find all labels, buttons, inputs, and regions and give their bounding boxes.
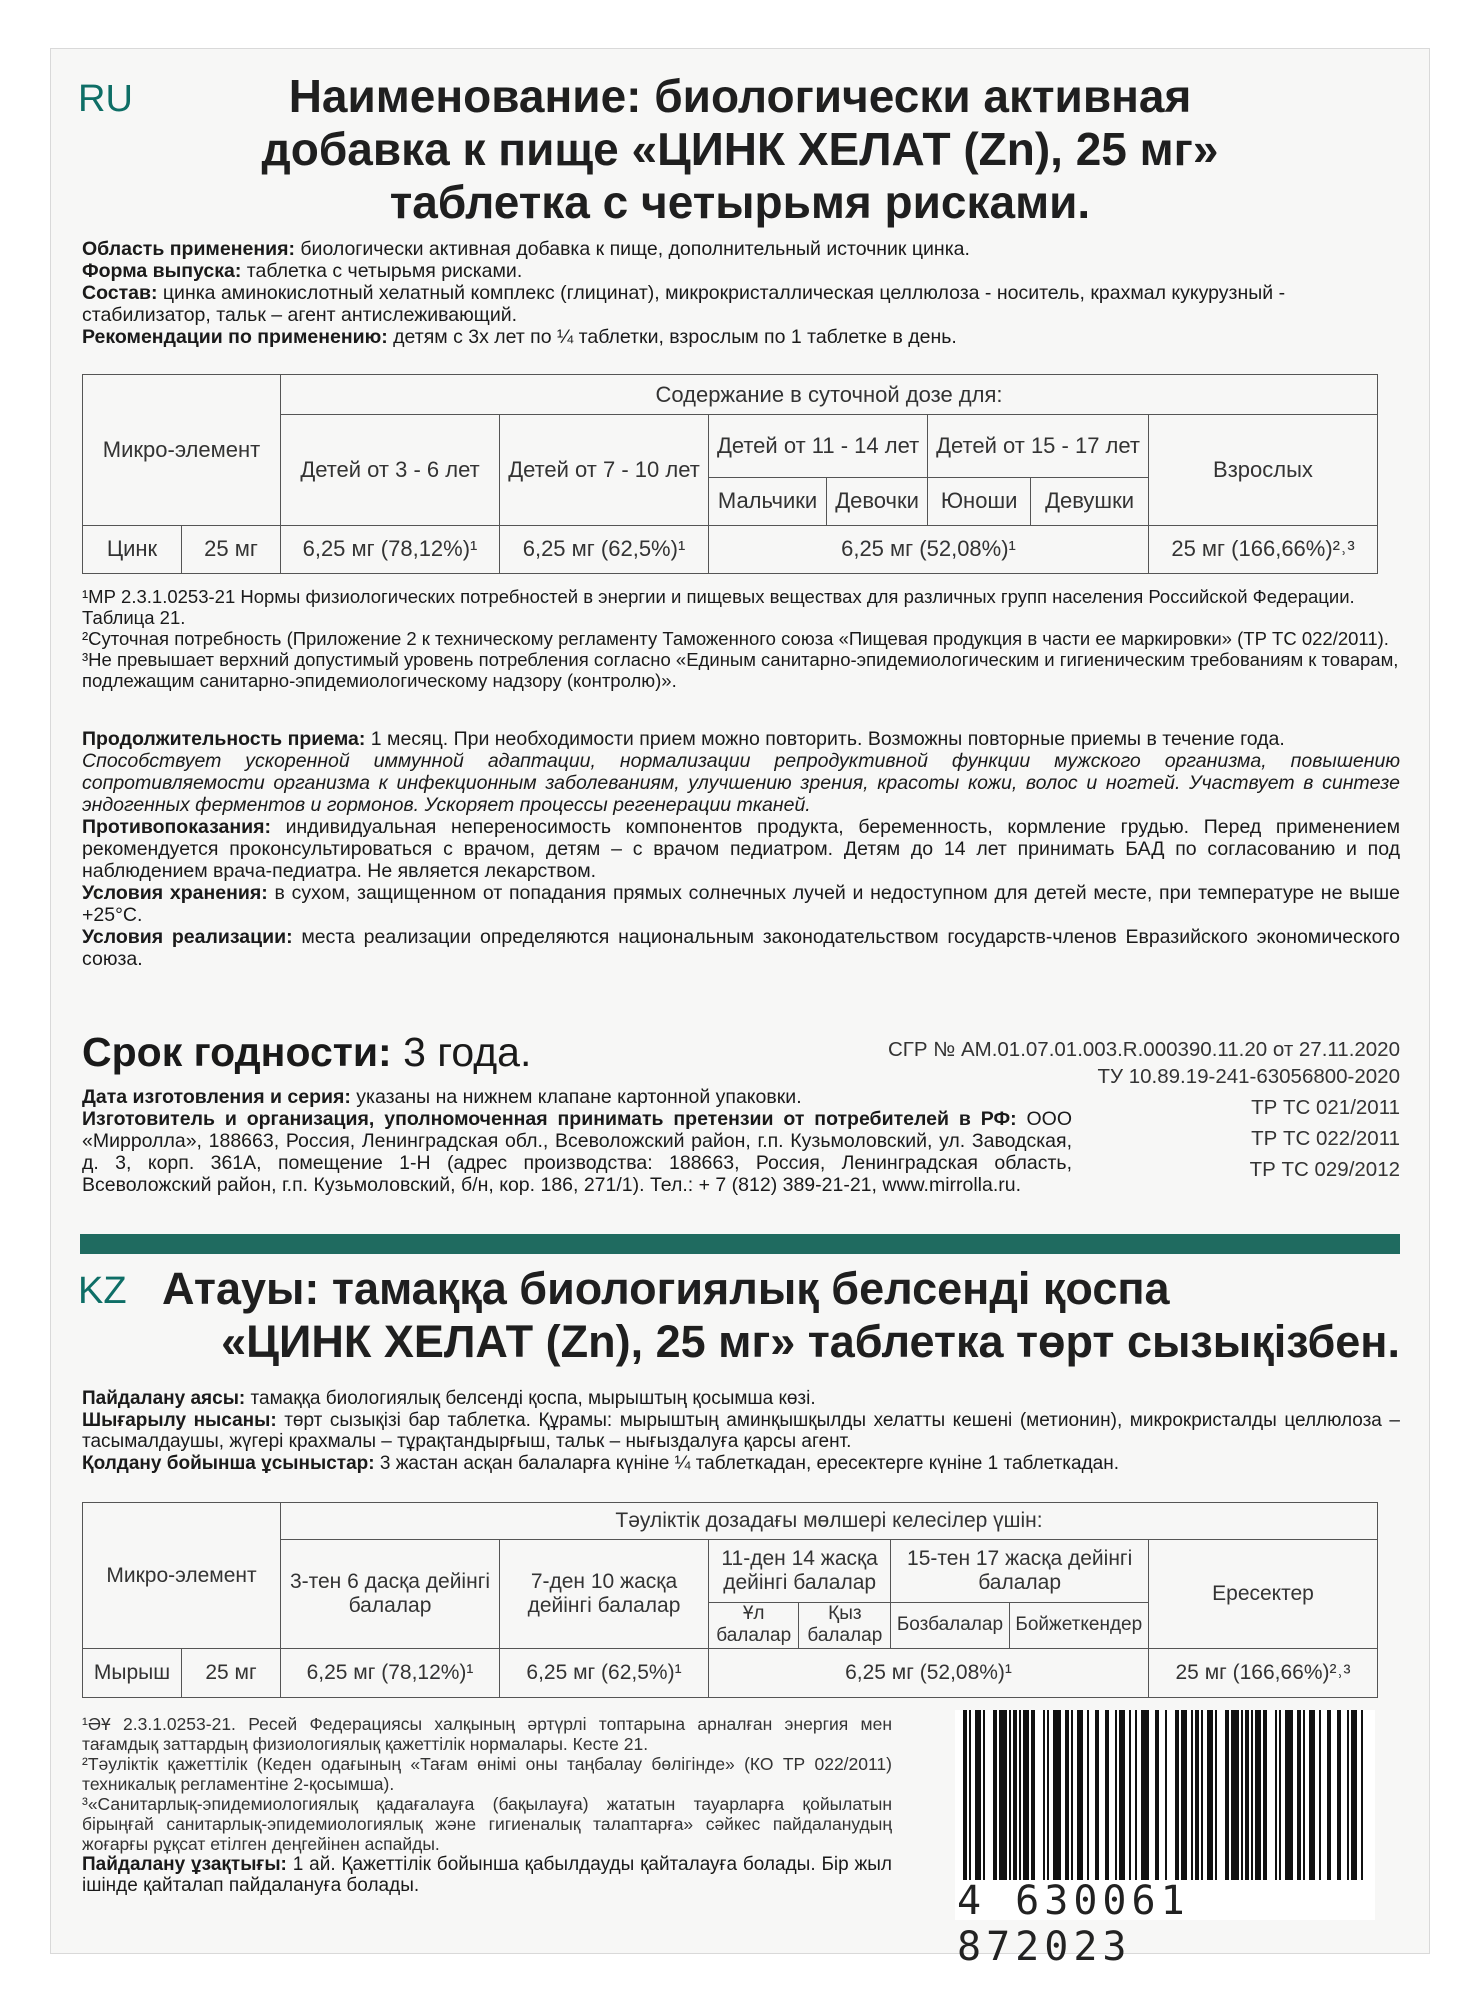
- ru-footnotes: [82, 586, 1400, 691]
- kz-th-c4: 15-тен 17 жасқа дейінгі балалар: [891, 1539, 1149, 1602]
- kz-use: Пайдалану аясы: тамаққа биологиялық белсенді қоспа, мырыштың қосымша көзі.: [82, 1388, 816, 1409]
- ru-row-c3: 6,25 мг (52,08%)¹: [709, 525, 1149, 573]
- ru-row-adults: 25 мг (166,66%)²˒³: [1149, 525, 1378, 573]
- kz-th-girls: Қыз балалар: [799, 1602, 891, 1649]
- kz-recommendations: Қолдану бойынша ұсыныстар: 3 жастан асқан балаларға күніне ¼ таблеткадан, ересектерге күніне 1 таблеткадан.: [82, 1452, 1120, 1474]
- kz-row-adults: 25 мг (166,66%)²˒³: [1149, 1649, 1378, 1698]
- barcode-bars: [955, 1710, 1375, 1880]
- kz-intro: [82, 1388, 1400, 1474]
- ru-th-adults: Взрослых: [1149, 415, 1378, 526]
- ru-storage: Условия хранения: в сухом, защищенном от попадания прямых солнечных лучей и недоступном для детей месте, при температуре не выше +25°С.: [82, 882, 1401, 926]
- kz-title: [90, 1262, 1400, 1368]
- kz-row-name: Мырыш: [83, 1649, 182, 1698]
- ru-th-c4: Детей от 15 - 17 лет: [928, 415, 1149, 477]
- lang-kz: KZ: [78, 1270, 127, 1312]
- kz-dose-table: [82, 1502, 1378, 1698]
- ru-row-dose: 25 мг: [182, 525, 281, 573]
- kz-row-c2: 6,25 мг (62,5%)¹: [500, 1649, 709, 1698]
- kz-duration: Пайдалану ұзақтығы: 1 ай. Қажеттілік бойынша қабылдауды қайталауға болады. Бір жыл ішінде қайталап пайдалануға болады.: [82, 1854, 892, 1896]
- ru-recommendations: Рекомендации по применению: детям с 3х лет по ¼ таблетки, взрослым по 1 таблетке в день.: [82, 326, 957, 348]
- ru-maker: Изготовитель и организация, уполномоченная принимать претензии от потребителей в РФ: ООО «Мирролла», 188663, Россия, Ленинградская обл., Всеволожский район, г.п. Кузьмоловский, ул. Заводская, д. 3, корп. 361А, помещение 1-Н (адрес производства: 188663, Россия, Ленинградская область, Всеволожский район, г.п. Кузьмоловский, б/н, кор. 186, 271/1). Тел.: + 7 (812) 389-21-21, www.mirrolla.ru.: [82, 1108, 1072, 1196]
- ru-row-c2: 6,25 мг (62,5%)¹: [500, 525, 709, 573]
- ru-th-c2: Детей от 7 - 10 лет: [500, 415, 709, 526]
- ru-duration: Продолжительность приема: 1 месяц. При необходимости прием можно повторить. Возможны повторные приемы в течение года.: [82, 728, 1285, 750]
- ru-body: [82, 728, 1400, 970]
- kz-th-maidens: Бойжеткендер: [1009, 1602, 1148, 1649]
- kz-row-c3: 6,25 мг (52,08%)¹: [709, 1649, 1149, 1698]
- ru-title-line-1: Наименование: биологически активная: [288, 70, 1192, 122]
- ru-cert-trts-1: ТР ТС 021/2011: [1251, 1096, 1400, 1119]
- ru-th-girls: Девочки: [827, 477, 928, 525]
- kz-th-micro: Микро-элемент: [83, 1503, 281, 1649]
- ru-shelf-life: Срок годности: 3 года.: [82, 1029, 532, 1075]
- ru-title-line-3: таблетка с четырьмя рисками.: [389, 176, 1091, 228]
- kz-th-adults: Ересектер: [1149, 1539, 1378, 1649]
- kz-footnote-1: ¹ӘҰ 2.3.1.0253-21. Ресей Федерациясы халқының әртүрлі топтарына арналған энергия мен тағамдық заттардың физиологиялық қажеттілік нормалары. Кесте 21.: [82, 1714, 892, 1754]
- kz-th-content: Тәуліктік дозадағы мөлшері келесілер үшін:: [281, 1503, 1378, 1540]
- kz-title-line-1: Атауы: тамаққа биологиялық белсенді қоспа: [162, 1263, 1170, 1314]
- ru-footnote-2: ²Суточная потребность (Приложение 2 к техническому регламенту Таможенного союза «Пищевая продукция в части ее маркировки» (ТР ТС 022/2011).: [82, 628, 1389, 649]
- kz-row-dose: 25 мг: [182, 1649, 281, 1698]
- ru-th-youths: Юноши: [928, 477, 1031, 525]
- kz-footnote-2: ²Тәуліктік қажеттілік (Кеден одағының «Тағам өнімі оны таңбалау бөлігінде» (КО ТР 022/2011) техникалық регламентіне 2-қосымша).: [82, 1754, 892, 1794]
- ru-footnote-3: ³Не превышает верхний допустимый уровень потребления согласно «Единым санитарно-эпидемиологическим и гигиеническим требованиям к товарам, подлежащим санитарно-эпидемиологическому надзору (контролю)».: [82, 649, 1399, 691]
- ru-certificates: [760, 1036, 1400, 1183]
- ru-contraindications: Противопоказания: индивидуальная непереносимость компонентов продукта, беременность, кормление грудью. Перед применением рекомендуется проконсультироваться с врачом, детям – с врачом педиатром. Детям до 14 лет принимать БАД по согласованию и под наблюдением врача-педиатра. Не является лекарством.: [82, 816, 1400, 882]
- kz-th-c1: 3-тен 6 дасқа дейінгі балалар: [281, 1539, 500, 1649]
- kz-form: Шығарылу нысаны: төрт сызықізі бар таблетка. Құрамы: мырыштың аминқышқылды хелатты кешені (метионин), микрокристалды целлюлоза – тасымалдаушы, жүгері крахмалы – тұрақтандырғыш, тальк – нығыздалуға қарсы агент.: [82, 1409, 1400, 1452]
- kz-th-boys: Ұл балалар: [709, 1602, 799, 1649]
- kz-title-line-2: «ЦИНК ХЕЛАТ (Zn), 25 мг» таблетка төрт сызықізбен.: [221, 1316, 1400, 1367]
- ru-th-micro: Микро-элемент: [83, 375, 281, 526]
- ru-sale: Условия реализации: места реализации определяются национальным законодательством государств-членов Евразийского экономического союза.: [82, 926, 1400, 970]
- ru-title: [160, 70, 1320, 229]
- ru-row-name: Цинк: [83, 525, 182, 573]
- kz-footnotes: [82, 1714, 892, 1896]
- kz-th-c3: 11-ден 14 жасқа дейінгі балалар: [709, 1539, 891, 1602]
- ru-cert-trts-2: ТР ТС 022/2011: [1251, 1127, 1400, 1150]
- ru-th-content: Содержание в суточной дозе для:: [281, 375, 1378, 415]
- ru-form: Форма выпуска: таблетка с четырьмя рисками.: [82, 260, 523, 282]
- kz-footnote-3: ³«Санитарлық-эпидемиологиялық қадағалауға (бақылауға) жататын тауарларға қойылатын бірыңғай санитарлық-эпидемиологиялық және гигиеналық талаптарға» сәйкес пайдаланудың жоғарғы рұқсат етілген деңгейінен аспайды.: [82, 1794, 892, 1854]
- ru-row-c1: 6,25 мг (78,12%)¹: [281, 525, 500, 573]
- kz-th-youths: Бозбалалар: [891, 1602, 1009, 1649]
- ru-area: Область применения: биологически активная добавка к пище, дополнительный источник цинка.: [82, 238, 970, 260]
- kz-th-c2: 7-ден 10 жасқа дейінгі балалар: [500, 1539, 709, 1649]
- ru-intro: [82, 238, 1400, 348]
- ru-th-c3: Детей от 11 - 14 лет: [709, 415, 928, 477]
- kz-row-c1: 6,25 мг (78,12%)¹: [281, 1649, 500, 1698]
- barcode-number: 4 630061 872023: [957, 1878, 1190, 1970]
- ru-benefits: Способствует ускоренной иммунной адаптации, нормализации репродуктивной функции мужского организма, повышению сопротивляемости организма к инфекционным заболеваниям, улучшению зрения, красоты кожи, волос и ногтей. Участвует в синтезе эндогенных ферментов и гормонов. Ускоряет процессы регенерации тканей.: [82, 750, 1400, 816]
- ru-th-maidens: Девушки: [1031, 477, 1149, 525]
- ru-title-line-2: добавка к пище «ЦИНК ХЕЛАТ (Zn), 25 мг»: [261, 123, 1219, 175]
- ru-th-boys: Мальчики: [709, 477, 827, 525]
- lang-ru: RU: [78, 78, 133, 120]
- ru-cert-sgr: СГР № AM.01.07.01.003.R.000390.11.20 от 27.11.2020: [888, 1038, 1400, 1061]
- ru-cert-trts-3: ТР ТС 029/2012: [1249, 1158, 1400, 1181]
- ru-composition: Состав: цинка аминокислотный хелатный комплекс (глицинат), микрокристаллическая целлюлоза - носитель, крахмал кукурузный - стабилизатор, тальк – агент антислеживающий.: [82, 282, 1286, 326]
- ru-th-c1: Детей от 3 - 6 лет: [281, 415, 500, 526]
- section-divider: [80, 1234, 1400, 1254]
- ru-cert-tu: ТУ 10.89.19-241-63056800-2020: [1097, 1065, 1400, 1088]
- ru-date: Дата изготовления и серия: указаны на нижнем клапане картонной упаковки.: [82, 1086, 802, 1108]
- ru-dose-table: [82, 374, 1378, 574]
- ru-footnote-1: ¹МР 2.3.1.0253-21 Нормы физиологических потребностей в энергии и пищевых веществах для различных групп населения Российской Федерации. Таблица 21.: [82, 586, 1355, 628]
